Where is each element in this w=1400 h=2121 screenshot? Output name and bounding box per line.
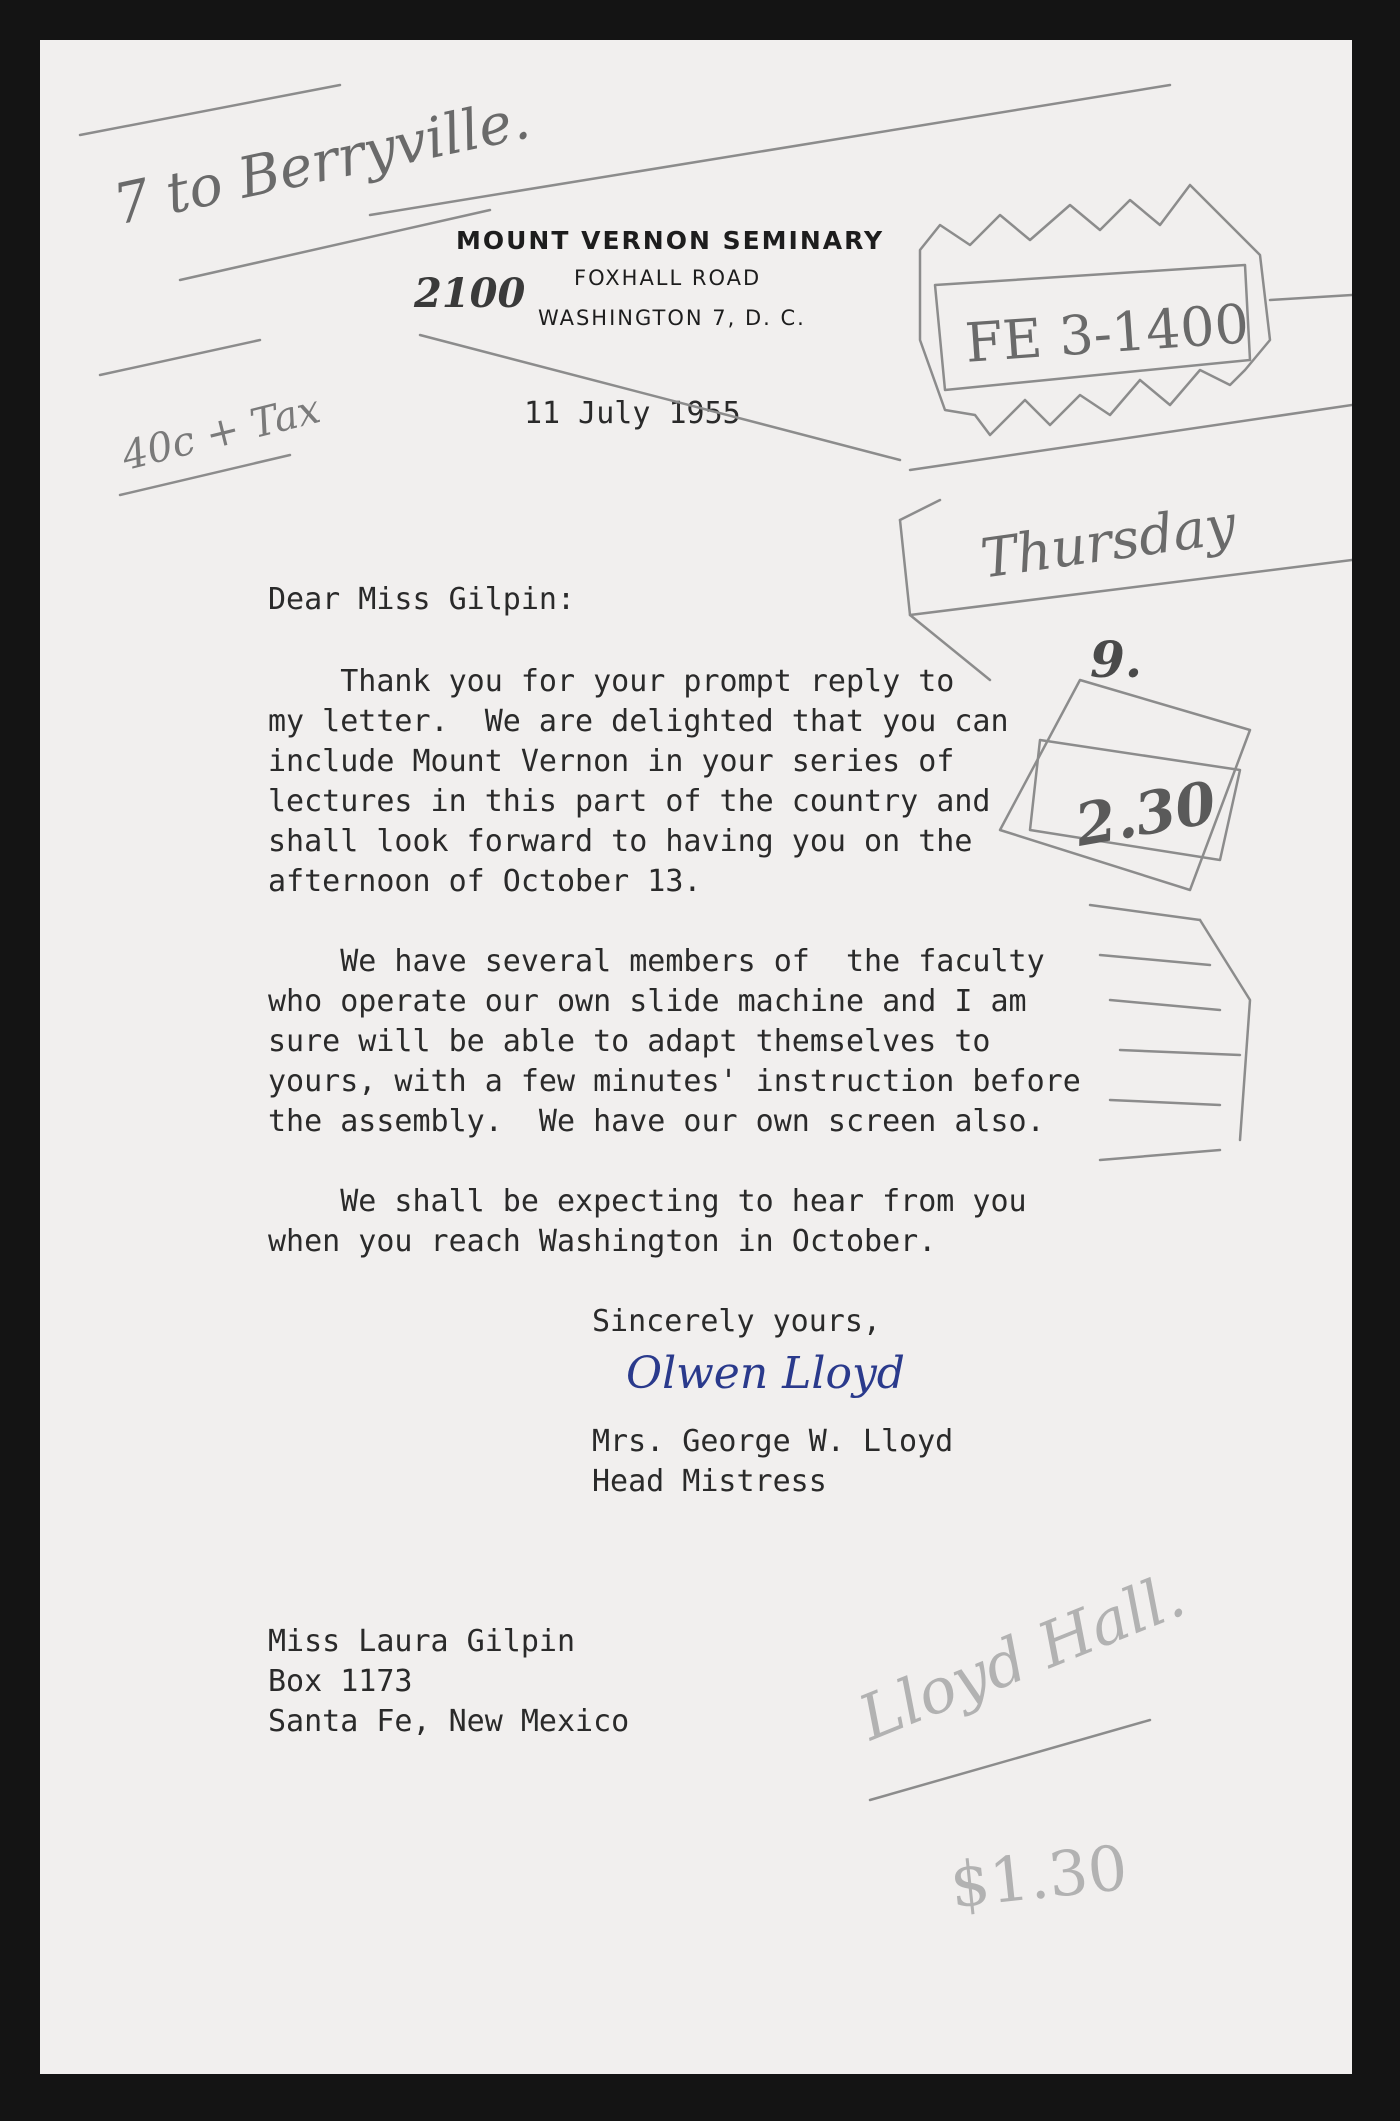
annotation-day: Thursday bbox=[976, 492, 1240, 591]
paragraph-line: who operate our own slide machine and I am bbox=[268, 984, 1027, 1019]
annotation-price: 40c + Tax bbox=[117, 386, 325, 480]
paragraph-line: shall look forward to having you on the bbox=[268, 824, 973, 859]
paragraph-line: my letter. We are delighted that you can bbox=[268, 704, 1009, 739]
paragraph-line: We have several members of the faculty bbox=[268, 944, 1045, 979]
letterhead-street: FOXHALL ROAD bbox=[574, 266, 762, 290]
annotation-fare: $1.30 bbox=[946, 1830, 1131, 1923]
paragraph-line: We shall be expecting to hear from you bbox=[268, 1184, 1027, 1219]
annotation-day-number: 9. bbox=[1090, 630, 1143, 689]
paragraph-line: afternoon of October 13. bbox=[268, 864, 702, 899]
closing: Sincerely yours, bbox=[592, 1304, 881, 1339]
paragraph-line: lectures in this part of the country and bbox=[268, 784, 991, 819]
paragraph-line: yours, with a few minutes' instruction before bbox=[268, 1064, 1081, 1099]
letter-sheet bbox=[40, 40, 1352, 2074]
salutation: Dear Miss Gilpin: bbox=[268, 582, 576, 617]
annotation-time: 2.30 bbox=[1070, 768, 1222, 860]
letterhead-city: WASHINGTON 7, D. C. bbox=[538, 306, 806, 330]
paragraph-line: sure will be able to adapt themselves to bbox=[268, 1024, 991, 1059]
recipient-box: Box 1173 bbox=[268, 1664, 413, 1699]
annotation-hall: Lloyd Hall. bbox=[848, 1558, 1195, 1755]
signature: Olwen Lloyd bbox=[626, 1348, 905, 1399]
annotation-overwrite: 2100 bbox=[414, 270, 526, 317]
recipient-city: Santa Fe, New Mexico bbox=[268, 1704, 630, 1739]
annotation-berryville: 7 to Berryville. bbox=[107, 86, 536, 239]
paragraph-line: when you reach Washington in October. bbox=[268, 1224, 937, 1259]
paragraph-line: Thank you for your prompt reply to bbox=[268, 664, 955, 699]
signer-title: Head Mistress bbox=[592, 1464, 827, 1499]
paragraph-line: the assembly. We have our own screen also. bbox=[268, 1104, 1045, 1139]
signer-name: Mrs. George W. Lloyd bbox=[592, 1424, 954, 1459]
annotation-phone: FE 3-1400 bbox=[963, 292, 1251, 375]
paragraph-line: include Mount Vernon in your series of bbox=[268, 744, 955, 779]
letter-date: 11 July 1955 bbox=[524, 396, 741, 431]
recipient-name: Miss Laura Gilpin bbox=[268, 1624, 576, 1659]
letterhead-name: MOUNT VERNON SEMINARY bbox=[456, 226, 885, 255]
